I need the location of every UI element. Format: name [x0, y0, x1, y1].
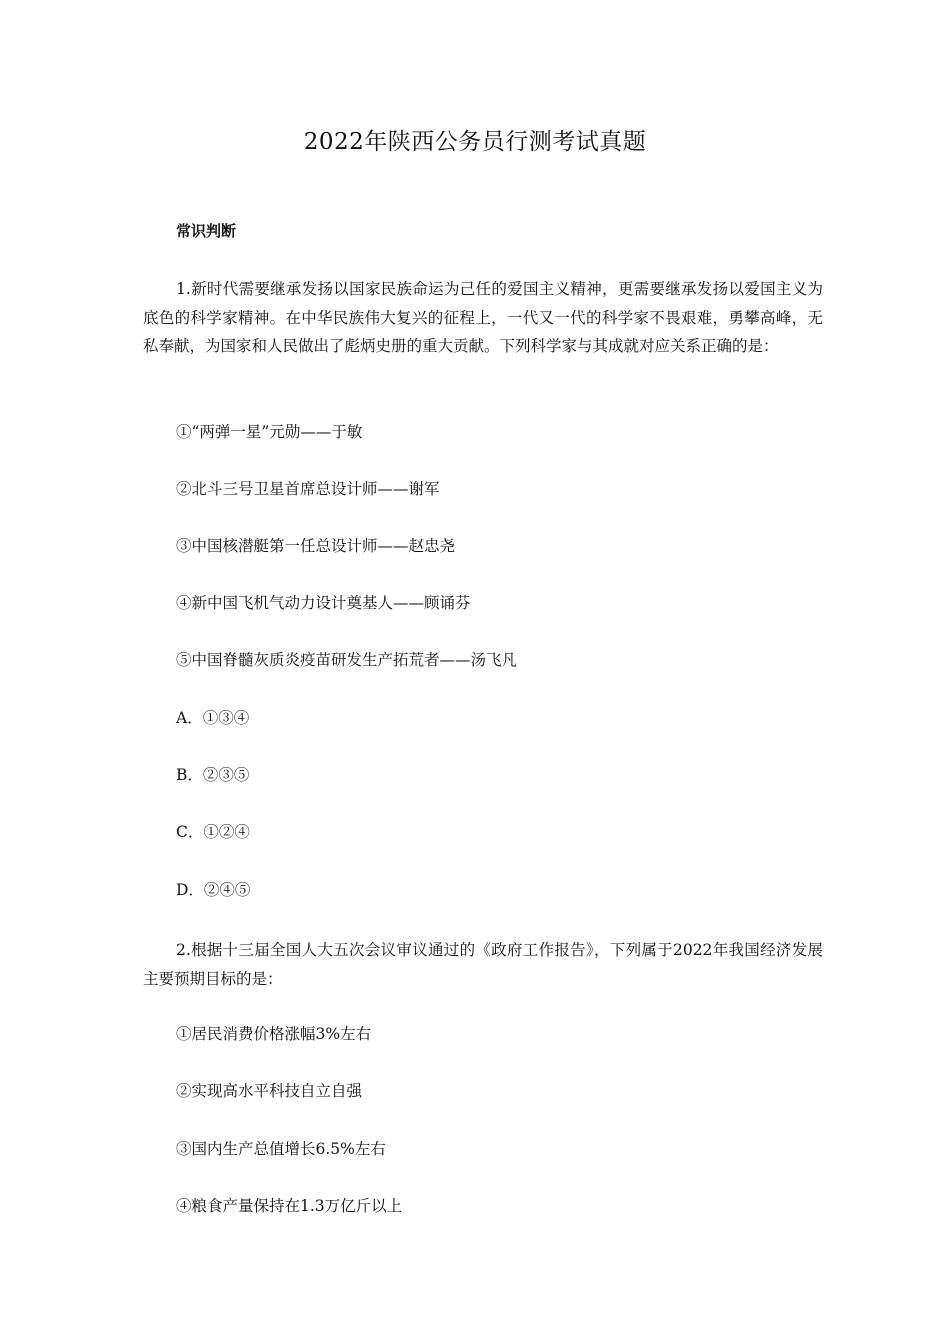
section-heading: 常识判断 [176, 222, 237, 240]
question-2-item-1: ①居民消费价格涨幅3%左右 [176, 1025, 372, 1043]
question-2-item-3: ③国内生产总值增长6.5%左右 [176, 1140, 386, 1158]
question-1-option-b: B．②③⑤ [176, 766, 250, 784]
question-1-stem: 1.新时代需要继承发扬以国家民族命运为己任的爱国主义精神，更需要继承发扬以爱国主义为底色的科学家精神。在中华民族伟大复兴的征程上，一代又一代的科学家不畏艰难，勇攀高峰，无私奉献，为国家和人民做出了彪炳史册的重大贡献。下列科学家与其成就对应关系正确的是： [143, 280, 823, 355]
question-2-item-2: ②实现高水平科技自立自强 [176, 1082, 363, 1100]
question-2-stem: 2.根据十三届全国人大五次会议审议通过的《政府工作报告》，下列属于2022年我国经济发展主要预期目标的是： [143, 941, 823, 988]
question-2-item-4: ④粮食产量保持在1.3万亿斤以上 [176, 1197, 403, 1215]
question-1-option-c: C．①②④ [176, 823, 250, 841]
document-title: 2022年陕西公务员行测考试真题 [303, 129, 647, 155]
question-1-item-2: ②北斗三号卫星首席总设计师——谢军 [176, 480, 440, 498]
question-1-option-d: D．②④⑤ [176, 881, 251, 899]
question-1-item-4: ④新中国飞机气动力设计奠基人——顾诵芬 [176, 594, 471, 612]
question-1-item-1: ①“两弹一星”元勋——于敏 [176, 423, 363, 441]
question-1-option-a: A．①③④ [176, 709, 250, 727]
question-1-item-3: ③中国核潜艇第一任总设计师——赵忠尧 [176, 537, 456, 555]
question-1-item-5: ⑤中国脊髓灰质炎疫苗研发生产拓荒者——汤飞凡 [176, 651, 518, 669]
